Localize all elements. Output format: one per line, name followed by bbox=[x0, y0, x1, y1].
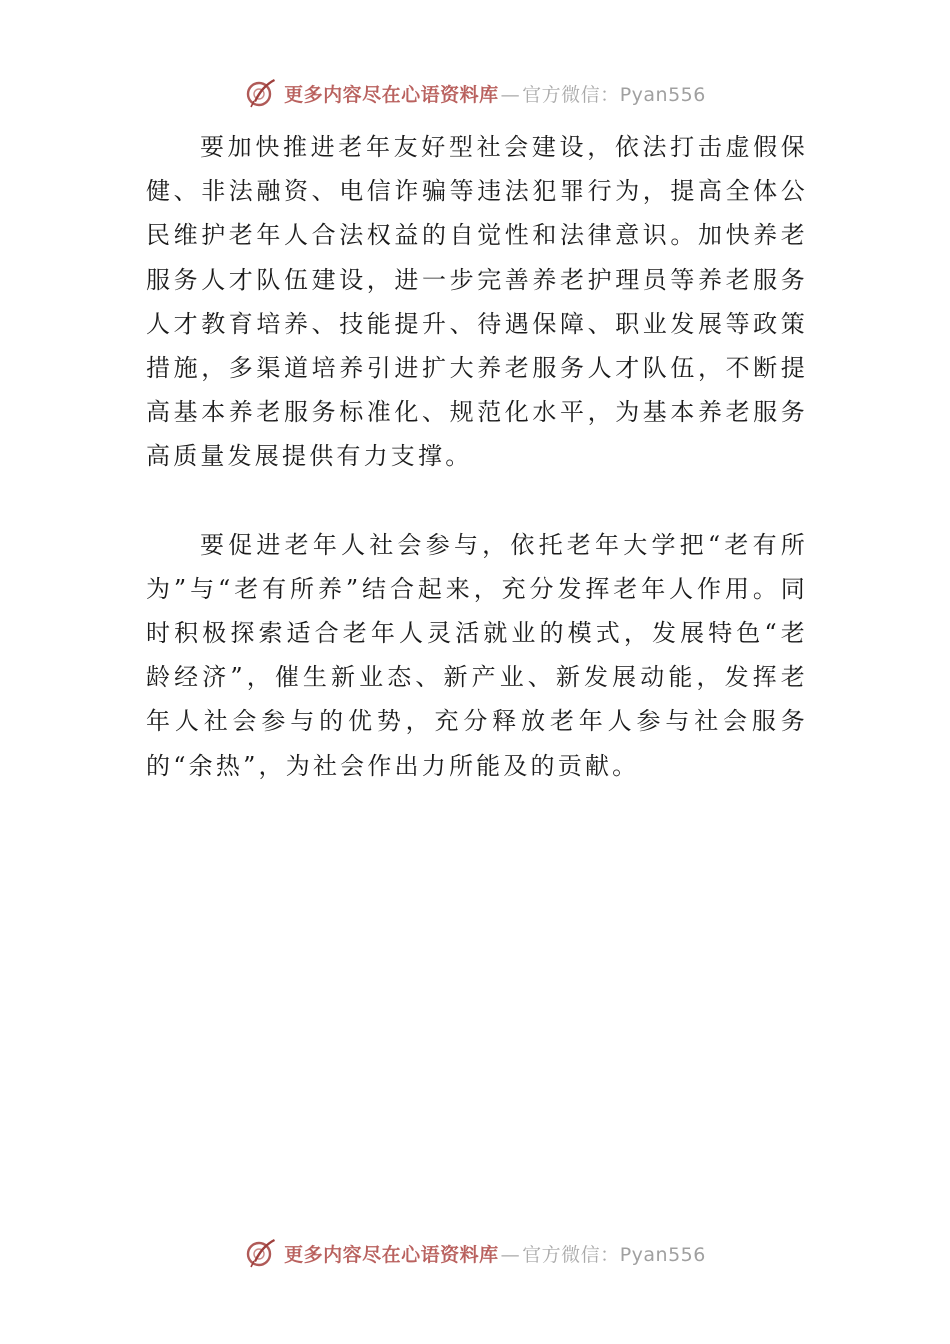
watermark-text bbox=[284, 1240, 706, 1267]
header-watermark bbox=[0, 73, 950, 113]
watermark-text bbox=[284, 80, 706, 107]
watermark-wechat-label: 官方微信： bbox=[522, 1243, 620, 1266]
paragraph-elderly-friendly-society: 要加快推进老年友好型社会建设，依法打击虚假保健、非法融资、电信诈骗等违法犯罪行为，提高全体公民维护老年人合法权益的自觉性和法律意识。加快养老服务人才队伍建设，进一步完善养老护理员等养老服务人才教育培养、技能提升、待遇保障、职业发展等政策措施，多渠道培养引进扩大养老服务人才队伍，不断提高基本养老服务标准化、规范化水平，为基本养老服务高质量发展提供有力支撑。 bbox=[146, 133, 808, 471]
watermark-separator: — bbox=[500, 1243, 521, 1266]
footer-watermark bbox=[0, 1233, 950, 1273]
watermark-site-name: 更多内容尽在心语资料库 bbox=[284, 1243, 499, 1266]
watermark-site-name: 更多内容尽在心语资料库 bbox=[284, 83, 499, 106]
watermark-separator: — bbox=[500, 83, 521, 106]
quill-logo-icon bbox=[244, 76, 278, 110]
watermark-wechat-label: 官方微信： bbox=[522, 83, 620, 106]
quill-logo-icon bbox=[244, 1236, 278, 1270]
document-body bbox=[146, 125, 808, 788]
paragraph-elderly-social-participation: 要促进老年人社会参与，依托老年大学把“老有所为”与“老有所养”结合起来，充分发挥老年人作用。同时积极探索适合老年人灵活就业的模式，发展特色“老龄经济”，催生新业态、新产业、新发展动能，发挥老年人社会参与的优势，充分释放老年人参与社会服务的“余热”，为社会作出力所能及的贡献。 bbox=[146, 530, 808, 780]
watermark-wechat-id: Pyan556 bbox=[619, 1243, 706, 1266]
watermark-wechat-id: Pyan556 bbox=[619, 83, 706, 106]
